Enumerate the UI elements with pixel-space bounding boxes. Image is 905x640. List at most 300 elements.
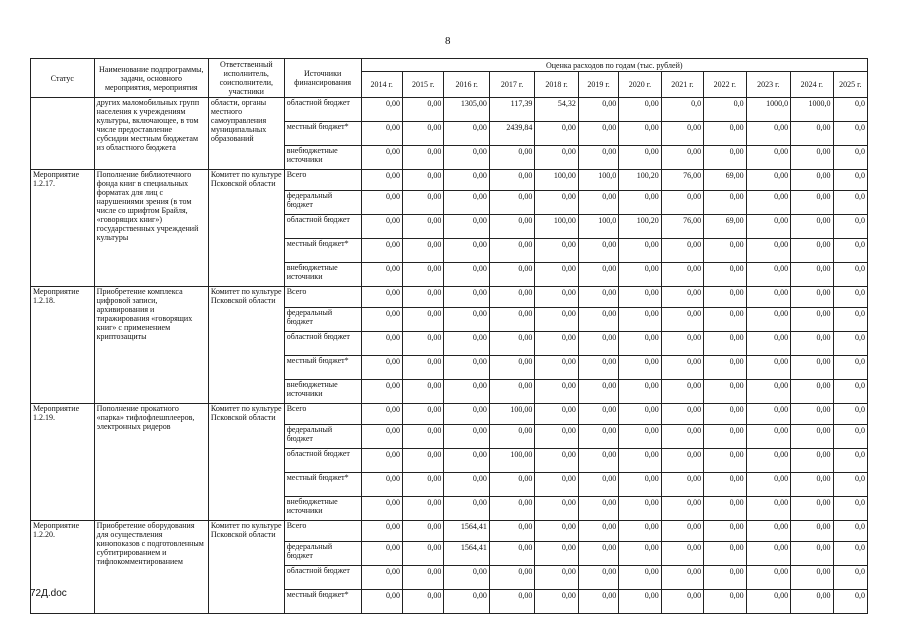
row-value: 0,00 bbox=[791, 404, 833, 425]
row-value: 0,00 bbox=[578, 404, 618, 425]
row-value: 0,00 bbox=[535, 287, 578, 308]
header-year: 2023 г. bbox=[746, 72, 790, 98]
row-value: 0,00 bbox=[402, 146, 443, 170]
row-source: областной бюджет bbox=[284, 449, 361, 473]
row-value: 0,00 bbox=[791, 542, 833, 566]
row-value: 0,00 bbox=[578, 380, 618, 404]
row-name: других маломобильных групп населения к учреждениям культуры, включающее, в том числе предоставление субсидии местным бюджетам из областного бюджета bbox=[94, 98, 208, 170]
header-year: 2017 г. bbox=[489, 72, 534, 98]
row-value: 0,00 bbox=[704, 542, 746, 566]
row-value: 0,00 bbox=[535, 308, 578, 332]
row-value: 0,00 bbox=[791, 590, 833, 614]
row-value: 0,00 bbox=[661, 263, 703, 287]
row-value: 0,00 bbox=[791, 215, 833, 239]
row-value: 0,0 bbox=[833, 263, 867, 287]
row-value: 0,00 bbox=[746, 215, 790, 239]
row-value: 100,00 bbox=[489, 404, 534, 425]
row-value: 0,00 bbox=[361, 263, 402, 287]
row-value: 0,00 bbox=[444, 239, 489, 263]
row-value: 0,00 bbox=[535, 566, 578, 590]
row-value: 0,00 bbox=[444, 308, 489, 332]
row-value: 0,0 bbox=[833, 122, 867, 146]
header-name: Наименование подпрограммы, задачи, основного мероприятия, мероприятия bbox=[94, 59, 208, 98]
row-value: 0,00 bbox=[361, 239, 402, 263]
row-value: 0,00 bbox=[402, 473, 443, 497]
row-value: 0,00 bbox=[578, 542, 618, 566]
row-value: 0,00 bbox=[791, 332, 833, 356]
row-responsible: Комитет по культуре Псковской области bbox=[208, 521, 284, 614]
row-value: 0,00 bbox=[535, 263, 578, 287]
row-value: 0,00 bbox=[661, 590, 703, 614]
row-value: 0,00 bbox=[661, 191, 703, 215]
row-value: 0,00 bbox=[444, 404, 489, 425]
row-value: 0,00 bbox=[444, 170, 489, 191]
row-source: федеральный бюджет bbox=[284, 542, 361, 566]
row-value: 0,00 bbox=[444, 146, 489, 170]
budget-table-container bbox=[30, 58, 868, 614]
row-value: 0,00 bbox=[746, 542, 790, 566]
row-value: 0,0 bbox=[833, 215, 867, 239]
row-value: 0,00 bbox=[619, 191, 661, 215]
row-value: 0,00 bbox=[444, 497, 489, 521]
row-value: 0,00 bbox=[535, 332, 578, 356]
row-value: 0,00 bbox=[578, 191, 618, 215]
row-value: 100,0 bbox=[578, 170, 618, 191]
row-name: Приобретение оборудования для осуществления кинопоказов с подготовленным субтитрированием и тифлокомментированием bbox=[94, 521, 208, 614]
row-value: 0,00 bbox=[661, 449, 703, 473]
row-value: 0,00 bbox=[746, 308, 790, 332]
row-value: 0,00 bbox=[619, 98, 661, 122]
header-year: 2021 г. bbox=[661, 72, 703, 98]
row-value: 0,00 bbox=[489, 239, 534, 263]
row-value: 0,0 bbox=[833, 191, 867, 215]
row-value: 0,00 bbox=[361, 425, 402, 449]
row-value: 0,00 bbox=[578, 146, 618, 170]
row-source: местный бюджет* bbox=[284, 356, 361, 380]
row-value: 0,00 bbox=[444, 356, 489, 380]
header-status: Статус bbox=[31, 59, 95, 98]
row-value: 0,00 bbox=[535, 239, 578, 263]
row-value: 0,00 bbox=[704, 473, 746, 497]
row-value: 0,00 bbox=[791, 356, 833, 380]
row-value: 0,00 bbox=[402, 191, 443, 215]
row-value: 0,00 bbox=[535, 497, 578, 521]
row-value: 0,00 bbox=[578, 122, 618, 146]
table-row bbox=[31, 98, 868, 122]
row-value: 0,00 bbox=[489, 425, 534, 449]
row-value: 0,00 bbox=[746, 566, 790, 590]
row-value: 0,00 bbox=[361, 122, 402, 146]
row-value: 0,00 bbox=[361, 356, 402, 380]
row-value: 0,00 bbox=[402, 263, 443, 287]
row-value: 0,00 bbox=[578, 332, 618, 356]
row-value: 0,00 bbox=[791, 380, 833, 404]
header-year: 2018 г. bbox=[535, 72, 578, 98]
row-value: 0,00 bbox=[361, 380, 402, 404]
row-value: 0,00 bbox=[402, 239, 443, 263]
row-value: 0,00 bbox=[489, 380, 534, 404]
row-value: 0,00 bbox=[619, 566, 661, 590]
row-value: 0,00 bbox=[535, 191, 578, 215]
header-year: 2014 г. bbox=[361, 72, 402, 98]
row-value: 0,00 bbox=[489, 263, 534, 287]
row-value: 0,00 bbox=[361, 566, 402, 590]
row-value: 0,00 bbox=[619, 146, 661, 170]
row-value: 0,00 bbox=[704, 308, 746, 332]
row-value: 0,00 bbox=[704, 590, 746, 614]
header-year: 2025 г. bbox=[833, 72, 867, 98]
row-value: 0,00 bbox=[489, 332, 534, 356]
row-source: местный бюджет* bbox=[284, 590, 361, 614]
row-value: 0,00 bbox=[578, 497, 618, 521]
row-value: 0,00 bbox=[361, 215, 402, 239]
row-value: 0,00 bbox=[791, 122, 833, 146]
row-source: внебюджетные источники bbox=[284, 263, 361, 287]
row-value: 0,00 bbox=[444, 473, 489, 497]
row-value: 0,00 bbox=[704, 146, 746, 170]
table-row bbox=[31, 521, 868, 542]
row-value: 0,00 bbox=[619, 425, 661, 449]
row-status: Мероприятие 1.2.20. bbox=[31, 521, 95, 614]
row-source: местный бюджет* bbox=[284, 473, 361, 497]
row-value: 0,00 bbox=[791, 473, 833, 497]
row-value: 100,00 bbox=[535, 170, 578, 191]
row-value: 0,00 bbox=[791, 449, 833, 473]
row-value: 0,00 bbox=[444, 287, 489, 308]
row-value: 0,0 bbox=[833, 380, 867, 404]
row-value: 0,00 bbox=[535, 590, 578, 614]
row-responsible: Комитет по культуре Псковской области bbox=[208, 287, 284, 404]
row-value: 100,20 bbox=[619, 170, 661, 191]
table-row bbox=[31, 287, 868, 308]
row-value: 0,00 bbox=[535, 380, 578, 404]
row-value: 0,0 bbox=[833, 239, 867, 263]
row-source: Всего bbox=[284, 287, 361, 308]
row-source: Всего bbox=[284, 521, 361, 542]
row-value: 0,00 bbox=[578, 239, 618, 263]
row-value: 0,00 bbox=[535, 425, 578, 449]
row-value: 0,00 bbox=[361, 98, 402, 122]
row-value: 0,0 bbox=[833, 521, 867, 542]
row-value: 0,00 bbox=[746, 497, 790, 521]
header-responsible: Ответственный исполнитель, соисполнители, участники bbox=[208, 59, 284, 98]
row-value: 0,0 bbox=[833, 473, 867, 497]
row-source: федеральный бюджет bbox=[284, 308, 361, 332]
row-name: Приобретение комплекса цифровой записи, архивирования и тиражирования «говорящих книг» с применением криптозащиты bbox=[94, 287, 208, 404]
row-value: 0,00 bbox=[361, 170, 402, 191]
row-value: 0,00 bbox=[578, 98, 618, 122]
row-value: 0,00 bbox=[746, 122, 790, 146]
row-value: 0,00 bbox=[489, 356, 534, 380]
row-value: 1000,0 bbox=[791, 98, 833, 122]
row-value: 54,32 bbox=[535, 98, 578, 122]
row-value: 2439,84 bbox=[489, 122, 534, 146]
row-value: 0,00 bbox=[746, 239, 790, 263]
row-source: областной бюджет bbox=[284, 215, 361, 239]
row-value: 0,00 bbox=[661, 380, 703, 404]
row-source: внебюджетные источники bbox=[284, 497, 361, 521]
row-responsible: Комитет по культуре Псковской области bbox=[208, 170, 284, 287]
row-value: 1564,41 bbox=[444, 542, 489, 566]
row-value: 0,00 bbox=[578, 308, 618, 332]
row-source: Всего bbox=[284, 170, 361, 191]
row-value: 76,00 bbox=[661, 170, 703, 191]
row-value: 100,00 bbox=[489, 449, 534, 473]
row-value: 0,00 bbox=[791, 239, 833, 263]
row-value: 0,00 bbox=[619, 521, 661, 542]
row-value: 1000,0 bbox=[746, 98, 790, 122]
row-source: местный бюджет* bbox=[284, 122, 361, 146]
row-value: 0,0 bbox=[833, 542, 867, 566]
row-value: 0,00 bbox=[489, 170, 534, 191]
row-value: 69,00 bbox=[704, 170, 746, 191]
row-value: 0,00 bbox=[791, 287, 833, 308]
row-value: 100,20 bbox=[619, 215, 661, 239]
row-value: 0,00 bbox=[661, 356, 703, 380]
row-value: 0,00 bbox=[535, 122, 578, 146]
row-value: 0,00 bbox=[704, 521, 746, 542]
row-source: Всего bbox=[284, 404, 361, 425]
row-value: 0,00 bbox=[791, 566, 833, 590]
header-year: 2020 г. bbox=[619, 72, 661, 98]
row-value: 0,00 bbox=[489, 542, 534, 566]
row-value: 0,00 bbox=[704, 356, 746, 380]
row-value: 0,00 bbox=[619, 473, 661, 497]
row-value: 0,00 bbox=[402, 332, 443, 356]
row-status: Мероприятие 1.2.18. bbox=[31, 287, 95, 404]
row-responsible: Комитет по культуре Псковской области bbox=[208, 404, 284, 521]
row-value: 0,00 bbox=[444, 122, 489, 146]
row-value: 0,00 bbox=[704, 566, 746, 590]
header-year: 2024 г. bbox=[791, 72, 833, 98]
row-value: 0,00 bbox=[578, 263, 618, 287]
row-value: 0,0 bbox=[833, 308, 867, 332]
row-value: 0,00 bbox=[619, 308, 661, 332]
row-value: 0,00 bbox=[704, 380, 746, 404]
row-value: 0,00 bbox=[361, 332, 402, 356]
row-value: 0,00 bbox=[661, 425, 703, 449]
row-value: 0,00 bbox=[619, 380, 661, 404]
row-value: 0,00 bbox=[535, 473, 578, 497]
row-value: 0,00 bbox=[619, 542, 661, 566]
row-value: 0,0 bbox=[833, 146, 867, 170]
header-year: 2015 г. bbox=[402, 72, 443, 98]
row-value: 0,00 bbox=[791, 497, 833, 521]
row-value: 0,00 bbox=[444, 425, 489, 449]
row-value: 0,0 bbox=[661, 98, 703, 122]
row-value: 0,00 bbox=[361, 497, 402, 521]
row-source: областной бюджет bbox=[284, 98, 361, 122]
row-value: 0,00 bbox=[444, 590, 489, 614]
row-value: 0,00 bbox=[402, 356, 443, 380]
row-value: 0,00 bbox=[489, 473, 534, 497]
row-value: 0,00 bbox=[619, 590, 661, 614]
row-value: 0,00 bbox=[746, 191, 790, 215]
row-value: 117,39 bbox=[489, 98, 534, 122]
row-value: 0,00 bbox=[361, 191, 402, 215]
row-value: 0,00 bbox=[704, 263, 746, 287]
row-value: 0,00 bbox=[746, 146, 790, 170]
row-value: 0,00 bbox=[746, 332, 790, 356]
row-source: внебюджетные источники bbox=[284, 380, 361, 404]
row-value: 0,0 bbox=[833, 425, 867, 449]
row-value: 0,00 bbox=[361, 473, 402, 497]
row-value: 0,00 bbox=[661, 521, 703, 542]
row-value: 0,00 bbox=[746, 170, 790, 191]
row-value: 0,00 bbox=[746, 449, 790, 473]
row-value: 1564,41 bbox=[444, 521, 489, 542]
row-value: 0,00 bbox=[704, 425, 746, 449]
row-value: 0,00 bbox=[402, 404, 443, 425]
row-value: 0,00 bbox=[444, 332, 489, 356]
row-value: 0,00 bbox=[661, 239, 703, 263]
page-number: 8 bbox=[445, 35, 451, 47]
row-value: 0,00 bbox=[578, 473, 618, 497]
row-value: 0,00 bbox=[489, 566, 534, 590]
row-value: 0,00 bbox=[444, 263, 489, 287]
row-value: 0,00 bbox=[361, 521, 402, 542]
row-value: 0,0 bbox=[833, 287, 867, 308]
table-row bbox=[31, 404, 868, 425]
row-value: 0,00 bbox=[661, 308, 703, 332]
row-value: 0,00 bbox=[746, 356, 790, 380]
row-value: 0,00 bbox=[361, 146, 402, 170]
row-value: 0,00 bbox=[402, 122, 443, 146]
row-source: областной бюджет bbox=[284, 566, 361, 590]
row-status: Мероприятие 1.2.17. bbox=[31, 170, 95, 287]
row-value: 0,00 bbox=[402, 425, 443, 449]
row-value: 0,00 bbox=[535, 542, 578, 566]
row-value: 0,00 bbox=[578, 566, 618, 590]
row-value: 0,00 bbox=[402, 287, 443, 308]
row-value: 0,00 bbox=[402, 380, 443, 404]
row-value: 0,0 bbox=[704, 98, 746, 122]
row-value: 0,0 bbox=[833, 404, 867, 425]
row-value: 0,00 bbox=[704, 191, 746, 215]
row-value: 0,00 bbox=[746, 263, 790, 287]
row-value: 0,0 bbox=[833, 449, 867, 473]
row-value: 0,00 bbox=[489, 590, 534, 614]
row-status bbox=[31, 98, 95, 170]
row-value: 0,00 bbox=[661, 404, 703, 425]
row-value: 0,00 bbox=[402, 497, 443, 521]
row-value: 0,00 bbox=[746, 287, 790, 308]
row-value: 0,00 bbox=[619, 122, 661, 146]
row-value: 0,0 bbox=[833, 497, 867, 521]
row-value: 0,00 bbox=[402, 215, 443, 239]
row-value: 0,00 bbox=[444, 191, 489, 215]
row-value: 0,00 bbox=[489, 521, 534, 542]
row-value: 0,00 bbox=[535, 356, 578, 380]
row-value: 0,00 bbox=[704, 449, 746, 473]
row-value: 0,00 bbox=[746, 521, 790, 542]
row-value: 0,00 bbox=[619, 263, 661, 287]
row-source: областной бюджет bbox=[284, 332, 361, 356]
header-estimate: Оценка расходов по годам (тыс. рублей) bbox=[361, 59, 867, 72]
row-value: 0,00 bbox=[489, 146, 534, 170]
row-value: 0,00 bbox=[402, 449, 443, 473]
row-value: 0,00 bbox=[489, 191, 534, 215]
row-value: 0,00 bbox=[791, 263, 833, 287]
row-value: 0,00 bbox=[444, 449, 489, 473]
row-value: 0,00 bbox=[489, 215, 534, 239]
row-value: 0,00 bbox=[746, 380, 790, 404]
row-value: 0,00 bbox=[791, 308, 833, 332]
row-status: Мероприятие 1.2.19. bbox=[31, 404, 95, 521]
row-value: 0,00 bbox=[619, 287, 661, 308]
row-value: 0,00 bbox=[746, 590, 790, 614]
row-value: 0,0 bbox=[833, 332, 867, 356]
row-name: Пополнение библиотечного фонда книг в специальных форматах для лиц с нарушениями зрения (в том числе со шрифтом Брайля, «говорящих книг») государственных учреждений культуры bbox=[94, 170, 208, 287]
row-value: 0,0 bbox=[833, 356, 867, 380]
header-year: 2019 г. bbox=[578, 72, 618, 98]
row-value: 0,00 bbox=[704, 239, 746, 263]
row-value: 0,00 bbox=[661, 497, 703, 521]
row-value: 0,00 bbox=[444, 566, 489, 590]
row-value: 0,0 bbox=[833, 170, 867, 191]
row-value: 0,00 bbox=[535, 146, 578, 170]
row-source: федеральный бюджет bbox=[284, 425, 361, 449]
row-value: 0,00 bbox=[661, 287, 703, 308]
row-value: 0,00 bbox=[746, 425, 790, 449]
row-value: 0,00 bbox=[578, 425, 618, 449]
row-value: 0,00 bbox=[402, 308, 443, 332]
row-value: 0,00 bbox=[619, 239, 661, 263]
row-value: 0,0 bbox=[833, 98, 867, 122]
row-value: 0,00 bbox=[361, 308, 402, 332]
row-value: 0,00 bbox=[661, 542, 703, 566]
row-value: 0,00 bbox=[444, 215, 489, 239]
row-value: 1305,00 bbox=[444, 98, 489, 122]
row-value: 0,00 bbox=[661, 566, 703, 590]
row-source: внебюджетные источники bbox=[284, 146, 361, 170]
row-value: 0,00 bbox=[661, 146, 703, 170]
row-value: 0,00 bbox=[704, 497, 746, 521]
row-value: 0,00 bbox=[619, 356, 661, 380]
row-value: 0,00 bbox=[402, 566, 443, 590]
row-name: Пополнение прокатного «парка» тифлофлешплееров, электронных ридеров bbox=[94, 404, 208, 521]
table-row bbox=[31, 170, 868, 191]
header-row-1 bbox=[31, 59, 868, 72]
row-value: 0,00 bbox=[489, 308, 534, 332]
row-value: 0,00 bbox=[444, 380, 489, 404]
row-value: 0,00 bbox=[791, 191, 833, 215]
row-value: 0,00 bbox=[704, 332, 746, 356]
row-value: 0,00 bbox=[704, 287, 746, 308]
row-value: 0,00 bbox=[361, 404, 402, 425]
header-source: Источники финансирования bbox=[284, 59, 361, 98]
row-value: 0,00 bbox=[791, 425, 833, 449]
row-value: 0,00 bbox=[535, 404, 578, 425]
row-source: местный бюджет* bbox=[284, 239, 361, 263]
row-value: 0,00 bbox=[402, 170, 443, 191]
row-value: 0,00 bbox=[489, 287, 534, 308]
row-value: 0,00 bbox=[361, 590, 402, 614]
row-value: 100,00 bbox=[535, 215, 578, 239]
row-value: 0,00 bbox=[791, 146, 833, 170]
row-value: 0,00 bbox=[535, 521, 578, 542]
row-value: 0,00 bbox=[402, 542, 443, 566]
row-value: 0,00 bbox=[746, 404, 790, 425]
row-value: 0,00 bbox=[619, 332, 661, 356]
footer-filename: 72Д.doc bbox=[30, 588, 67, 599]
row-value: 0,00 bbox=[402, 98, 443, 122]
row-value: 0,00 bbox=[619, 497, 661, 521]
row-value: 0,00 bbox=[661, 473, 703, 497]
row-value: 0,00 bbox=[704, 122, 746, 146]
row-source: федеральный бюджет bbox=[284, 191, 361, 215]
row-value: 0,00 bbox=[578, 521, 618, 542]
